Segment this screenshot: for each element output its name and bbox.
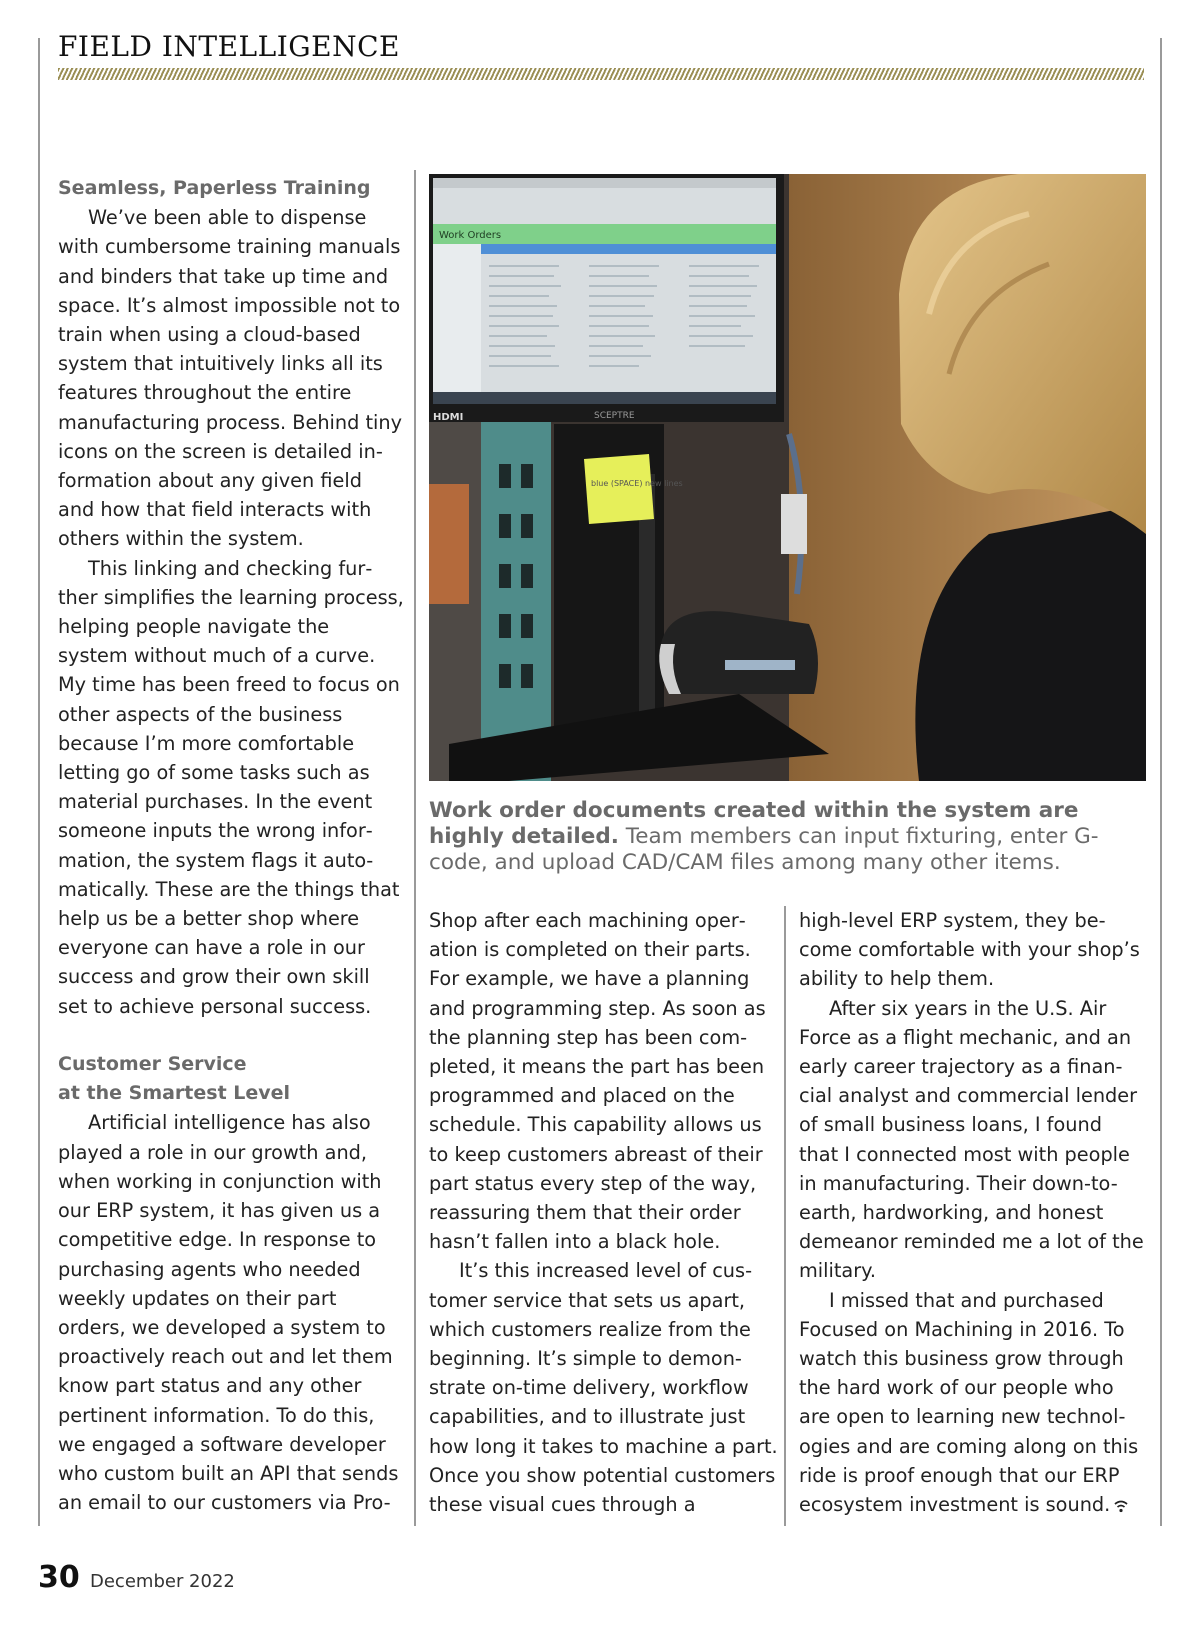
paragraph: It’s this increased level of customer service that sets us apart, which customers realize from the beginning. It’s simple to demonstrate on-time delivery, workflow capabilities, and to illustrate just how long it takes to machine a part. Once you show potential customers these visual cues through a [429,1259,778,1517]
sticky-note [584,454,654,524]
right-margin-rule [1160,38,1162,1526]
subhead-line: Customer Service [58,1053,247,1076]
article-column-2 [429,906,779,1519]
monitor-window-title: Work Orders [439,230,502,241]
paragraph: Shop after each machining operation is completed on their parts. For example, we have a planning and programming step. As soon as the planning step has been completed, it means the part has been programmed and placed on the schedule. This capability allows us to keep customers abreast of their part status every step of the way, reassuring them that their order hasn’t fallen into a black hole. [429,909,766,1254]
spacer [58,1021,404,1050]
monitor-hdmi-label: HDMI [433,412,464,423]
paragraph-text: I missed that and purchased Focused on Machining in 2016. To watch this business grow through the hard work of our people who are open to learning new technologies and are coming along on this ride is proof enough that our ERP ecosystem investment is sound. [799,1288,1139,1517]
monitor-brand: SCEPTRE [594,411,635,421]
photo-caption [429,798,1129,876]
paragraph: Artificial intelligence has also played a role in our growth and, when working in conjunction with our ERP system, it has given us a competitive edge. In response to purchasing agents who needed weekly updates on their part orders, we developed a system to proactively reach out and let them know part status and any other pertinent information. To do this, we engaged a software developer who custom built an API that sends an email to our customers via Pro- [58,1111,399,1515]
end-mark-icon [1114,1499,1128,1513]
caption-body: Team members can input fixturing, enter G-code, and upload CAD/CAM files among many other items. [429,824,1099,875]
paragraph-final [799,1286,1147,1520]
article-column-1 [58,174,404,1517]
section-title: FIELD INTELLIGENCE [58,30,400,63]
subhead-customer-service [58,1050,404,1108]
subhead-training: Seamless, Paperless Training [58,177,371,199]
decorative-hatch-bar [58,68,1144,80]
paragraph: high-level ERP system, they become comfortable with your shop’s ability to help them. [799,909,1140,991]
green-rack [481,414,551,781]
column-rule-2 [784,906,786,1526]
paragraph: We’ve been able to dispense with cumbersome training manuals and binders that take up time and space. It’s almost impossible not to train when using a cloud-based system that intuitively links all its features throughout the entire manufacturing process. Behind tiny icons on the screen is detailed information about any given field and how that field interacts with others within the system. [58,206,403,551]
sticky-note-text: blue (SPACE) new lines [591,479,683,488]
article-column-3 [799,906,1147,1519]
issue-date: December 2022 [90,1571,235,1592]
left-margin-rule [38,38,40,1526]
column-rule-1 [414,170,416,1526]
subhead-line: at the Smartest Level [58,1082,291,1105]
label-printer [661,611,818,694]
page-number: 30 [38,1560,80,1595]
article-photo [429,174,1146,781]
paragraph: After six years in the U.S. Air Force as a flight mechanic, and an early career trajectory as a financial analyst and commercial lender of small business loans, I found that I connected most with people in manufacturing. Their down-to-earth, hardworking, and honest demeanor reminded me a lot of the military. [799,996,1144,1283]
photo-illustration [429,174,1146,781]
caption-lead: Work order documents created within the system are highly detailed. [429,798,1079,849]
paragraph: This linking and checking further simplifies the learning process, helping people navigate the system without much of a curve. My time has been freed to focus on other aspects of the business because I’m more comfortable letting go of some tasks such as material purchases. In the event someone inputs the wrong information, the system flags it automatically. These are the things that help us be a better shop where everyone can have a role in our success and grow their own skill set to achieve personal success. [58,556,404,1018]
